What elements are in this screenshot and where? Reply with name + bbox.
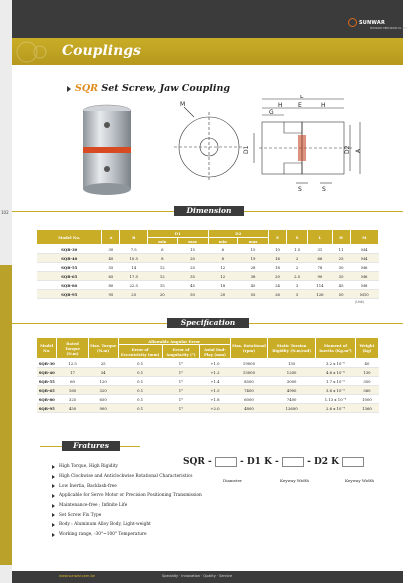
cell-e: 18 — [269, 263, 287, 272]
cell-e: 24 — [269, 281, 287, 290]
cell-l: 78 — [308, 263, 332, 272]
cell-d1max: 15 — [177, 245, 208, 254]
table-row — [37, 245, 379, 254]
feature-item — [52, 491, 202, 501]
features-list — [52, 462, 202, 540]
feature-item — [52, 462, 202, 472]
cell-d2max: 28 — [238, 263, 269, 272]
footer — [12, 571, 403, 583]
label-h1: H — [278, 102, 283, 109]
specification-title: Specification — [167, 318, 249, 328]
cell-a: 95 — [102, 290, 120, 299]
brand-subtitle: SHUNWAY PRECISION CO.,LTD — [369, 26, 408, 30]
cell-axial: +1.4 — [200, 377, 230, 386]
cell-b: 10.5 — [120, 254, 148, 263]
triangle-bullet-icon — [52, 523, 55, 527]
cell-speed: 4800 — [230, 404, 268, 413]
cell-rated: 60 — [57, 377, 88, 386]
cell-speed: 6000 — [230, 395, 268, 404]
cell-model: SQR-30 — [37, 359, 57, 368]
cell-m: M8 — [350, 281, 378, 290]
cell-h: 30 — [332, 263, 350, 272]
cell-inertia: 3.6 x 10⁻⁵ — [315, 386, 355, 395]
cell-model: SQR-65 — [37, 386, 57, 395]
col-eccentricity: Error of Eccentricity (mm) — [118, 345, 162, 359]
cell-speed: 8500 — [230, 377, 268, 386]
cell-weight: 1000 — [355, 395, 378, 404]
cell-weight: 560 — [355, 386, 378, 395]
cell-inertia: 3.2 x 10⁻⁶ — [315, 359, 355, 368]
cell-d1min: 15 — [148, 281, 178, 290]
cell-h: 11 — [332, 245, 350, 254]
table-row — [37, 281, 379, 290]
feature-text: High Torque, High Rigidity — [59, 464, 118, 470]
col-m: M — [350, 230, 378, 245]
cell-stiff: 135 — [268, 359, 316, 368]
col-allowable-error: Allowable Angular Error — [118, 338, 230, 345]
cell-s: 2 — [287, 263, 308, 272]
cell-d2min: 18 — [208, 281, 238, 290]
cell-e: 16 — [269, 254, 287, 263]
cell-b: 25 — [120, 290, 148, 299]
cell-d2min: 8 — [208, 254, 238, 263]
product-photo — [67, 103, 147, 198]
product-code: SQR — [75, 83, 99, 94]
feature-text: Low Inertia, Backlash-free — [59, 483, 117, 489]
cell-d1max: 45 — [177, 281, 208, 290]
cell-weight: 130 — [355, 368, 378, 377]
cell-ecc: 0.1 — [118, 404, 162, 413]
triangle-bullet-icon — [52, 494, 55, 498]
cell-m: M4 — [350, 245, 378, 254]
label-l: L — [300, 95, 304, 100]
col-d1-min: min — [148, 238, 178, 245]
order-d2: D2 — [313, 457, 329, 467]
col-max-torque: Max. Torque (N.m) — [88, 338, 118, 359]
cell-weight: 40 — [355, 359, 378, 368]
table-row — [37, 290, 379, 299]
cell-model: SQR-65 — [37, 272, 102, 281]
cell-rated: 160 — [57, 386, 88, 395]
triangle-bullet-icon — [52, 504, 55, 508]
cell-b: 17.5 — [120, 272, 148, 281]
order-k2: K — [331, 457, 339, 467]
brand-name: SUNWAR — [358, 19, 385, 26]
specification-table — [36, 337, 379, 413]
cell-m: M6 — [350, 263, 378, 272]
cell-d2min: 6 — [208, 245, 238, 254]
cell-model: SQR-95 — [37, 290, 102, 299]
header — [12, 0, 408, 38]
triangle-bullet-icon — [67, 86, 71, 92]
cell-h: 45 — [332, 281, 350, 290]
specification-section-header — [12, 318, 403, 328]
cell-d2min: 12 — [208, 263, 238, 272]
triangle-bullet-icon — [52, 475, 55, 479]
features-title: Fratures — [62, 441, 120, 451]
dimension-table — [36, 229, 379, 299]
order-sep2: - — [307, 457, 311, 467]
table-row — [37, 386, 379, 395]
cell-inertia: 2.6 x 10⁻⁴ — [315, 404, 355, 413]
category-band — [12, 38, 403, 65]
cell-d2max: 55 — [238, 290, 269, 299]
cell-speed: 15000 — [230, 368, 268, 377]
cell-rated: 17 — [57, 368, 88, 377]
cell-e: 10 — [269, 245, 287, 254]
cell-ang: 1° — [162, 395, 200, 404]
cell-stiff: 7400 — [268, 395, 316, 404]
cell-stiff: 12600 — [268, 404, 316, 413]
cell-s: 2 — [287, 254, 308, 263]
cell-e: 20 — [269, 272, 287, 281]
label-a: A — [355, 148, 362, 153]
cell-s: 2.5 — [287, 272, 308, 281]
label-m: M — [180, 101, 186, 108]
table-row — [37, 254, 379, 263]
cell-d2min: 12 — [208, 272, 238, 281]
label-h2: H — [321, 102, 326, 109]
feature-text: High Clockwise and Anticlockwise Rotational Characteristics — [59, 474, 193, 480]
cell-axial: +1.5 — [200, 386, 230, 395]
label-s2: S — [322, 186, 326, 193]
cell-rated: 450 — [57, 404, 88, 413]
cell-max: 900 — [88, 404, 118, 413]
triangle-bullet-icon — [52, 484, 55, 488]
cell-d2max: 15 — [238, 245, 269, 254]
cell-d1max: 25 — [177, 263, 208, 272]
cell-rated: 325 — [57, 395, 88, 404]
cell-ang: 1° — [162, 404, 200, 413]
cell-inertia: 1.13 x 10⁻⁴ — [315, 395, 355, 404]
cell-e: 26 — [269, 290, 287, 299]
label-keyway-width-1: Keyway Width — [280, 478, 309, 483]
cell-d2max: 38 — [238, 272, 269, 281]
feature-text: Maintenance-free ; Infinite Life — [59, 503, 128, 509]
cell-b: 22.5 — [120, 281, 148, 290]
cell-s: 1.5 — [287, 245, 308, 254]
technical-drawing — [174, 95, 374, 195]
cell-model: SQR-40 — [37, 368, 57, 377]
cell-d2max: 45 — [238, 281, 269, 290]
col-e: E — [269, 230, 287, 245]
triangle-bullet-icon — [52, 533, 55, 537]
cell-d1min: 12 — [148, 263, 178, 272]
feature-item — [52, 501, 202, 511]
col-a: A — [102, 230, 120, 245]
cell-max: 34 — [88, 368, 118, 377]
cell-l: 126 — [308, 290, 332, 299]
label-e: E — [298, 102, 302, 109]
cell-inertia: 4.6 x 10⁻⁶ — [315, 368, 355, 377]
col-l: L — [308, 230, 332, 245]
col-d1-max: max — [177, 238, 208, 245]
col-model: Model No. — [37, 338, 57, 359]
logo-mark-icon — [348, 18, 357, 27]
footer-slogan: Specialty · Innovation · Quality · Service — [162, 574, 233, 578]
diameter-box — [215, 457, 237, 467]
label-d1: D1 — [243, 145, 250, 154]
cell-d1max: 35 — [177, 272, 208, 281]
col-inertia: Moment of Inertia (Kg.m²) — [315, 338, 355, 359]
cell-m: M6 — [350, 272, 378, 281]
cell-ecc: 0.1 — [118, 377, 162, 386]
page-number: 102 — [1, 210, 9, 215]
cell-b: 7.5 — [120, 245, 148, 254]
order-k1: K - — [264, 457, 279, 467]
feature-item — [52, 510, 202, 520]
triangle-bullet-icon — [52, 513, 55, 517]
cell-max: 650 — [88, 395, 118, 404]
cell-max: 25 — [88, 359, 118, 368]
cell-rated: 12.5 — [57, 359, 88, 368]
label-g: G — [269, 109, 274, 116]
cell-model: SQR-55 — [37, 377, 57, 386]
cell-h: 35 — [332, 272, 350, 281]
col-model: Model No. — [37, 230, 102, 245]
cell-s: 3 — [287, 290, 308, 299]
cell-model: SQR-95 — [37, 404, 57, 413]
cell-d2min: 20 — [208, 290, 238, 299]
page — [12, 0, 408, 583]
ordering-code — [183, 457, 364, 468]
cell-stiff: 4900 — [268, 386, 316, 395]
order-prefix: SQR - — [183, 457, 212, 467]
table-row — [37, 359, 379, 368]
features-section-header — [12, 441, 162, 451]
cell-axial: +1.8 — [200, 395, 230, 404]
cell-a: 55 — [102, 263, 120, 272]
footer-url[interactable]: www.sunwar.com.tw — [59, 574, 95, 578]
cell-axial: +2.0 — [200, 404, 230, 413]
cell-d1min: 12 — [148, 272, 178, 281]
table-row — [37, 404, 379, 413]
feature-item — [52, 472, 202, 482]
col-axial: Axial End-Play (mm) — [200, 345, 230, 359]
cell-model: SQR-55 — [37, 263, 102, 272]
cell-stiff: 1200 — [268, 368, 316, 377]
product-title — [67, 83, 230, 94]
cell-d1max: 20 — [177, 254, 208, 263]
col-d2: D2 — [208, 230, 269, 238]
cell-d1min: 20 — [148, 290, 178, 299]
cell-d2max: 19 — [238, 254, 269, 263]
cell-h: 50 — [332, 290, 350, 299]
table-row — [37, 263, 379, 272]
cell-weight: 1360 — [355, 404, 378, 413]
cell-ecc: 0.1 — [118, 368, 162, 377]
cell-model: SQR-80 — [37, 281, 102, 290]
keyway-box-1 — [282, 457, 304, 467]
cell-d1max: 50 — [177, 290, 208, 299]
cell-l: 114 — [308, 281, 332, 290]
cell-ang: 1° — [162, 359, 200, 368]
table-row — [37, 377, 379, 386]
order-d1: D1 — [246, 457, 261, 467]
table-row — [37, 395, 379, 404]
cell-axial: +1.2 — [200, 368, 230, 377]
cell-a: 65 — [102, 272, 120, 281]
left-accent-bar — [0, 265, 12, 565]
cell-model: SQR-80 — [37, 395, 57, 404]
col-d2-min: min — [208, 238, 238, 245]
col-s: S — [287, 230, 308, 245]
cell-model: SQR-30 — [37, 245, 102, 254]
triangle-bullet-icon — [52, 465, 55, 469]
cell-m: M10 — [350, 290, 378, 299]
cell-h: 25 — [332, 254, 350, 263]
cell-model: SQR-40 — [37, 254, 102, 263]
cell-stiff: 3000 — [268, 377, 316, 386]
cell-d1min: 8 — [148, 254, 178, 263]
cell-m: M4 — [350, 254, 378, 263]
dimension-section-header — [12, 206, 403, 216]
cell-a: 40 — [102, 254, 120, 263]
label-d2: D2 — [344, 145, 351, 154]
col-weight: Weight (kg) — [355, 338, 378, 359]
feature-item — [52, 530, 202, 540]
col-torsion-rigidity: Static Torsion Rigidity (N.m/rad) — [268, 338, 316, 359]
cell-max: 320 — [88, 386, 118, 395]
col-d1: D1 — [148, 230, 209, 238]
label-diameter: Diameter — [223, 478, 242, 483]
cell-d1min: 6 — [148, 245, 178, 254]
cell-ecc: 0.1 — [118, 395, 162, 404]
cell-ang: 1° — [162, 368, 200, 377]
cell-s: 3 — [287, 281, 308, 290]
cell-ecc: 0.1 — [118, 359, 162, 368]
col-h: H — [332, 230, 350, 245]
col-max-rotational: Max. Rotational (rpm) — [230, 338, 268, 359]
cell-ang: 1° — [162, 386, 200, 395]
cell-a: 30 — [102, 245, 120, 254]
cell-speed: 7400 — [230, 386, 268, 395]
cell-ecc: 0.1 — [118, 386, 162, 395]
category-title: Couplings — [62, 43, 141, 59]
cell-l: 90 — [308, 272, 332, 281]
cell-axial: +1.0 — [200, 359, 230, 368]
col-angularity: Error of Angularity (°) — [162, 345, 200, 359]
cell-weight: 350 — [355, 377, 378, 386]
band-decoration-icon — [12, 38, 62, 65]
cell-max: 120 — [88, 377, 118, 386]
col-rated-torque: Rated Torque (N.m) — [57, 338, 88, 359]
feature-item — [52, 481, 202, 491]
col-b: B — [120, 230, 148, 245]
cell-l: 66 — [308, 254, 332, 263]
cell-speed: 19000 — [230, 359, 268, 368]
feature-text: Body : Aluminum Alloy Body, Light-weight — [59, 522, 151, 528]
col-d2-max: max — [238, 238, 269, 245]
label-s1: S — [298, 186, 302, 193]
dimension-title: Dimension — [174, 206, 244, 216]
cell-a: 80 — [102, 281, 120, 290]
product-name: Set Screw, Jaw Coupling — [101, 83, 231, 94]
table-row — [37, 368, 379, 377]
cell-inertia: 1.7 x 10⁻⁵ — [315, 377, 355, 386]
dimension-unit-note: (Unit) — [355, 300, 364, 304]
feature-item — [52, 520, 202, 530]
feature-text: Set Screw Fix Type — [59, 512, 102, 518]
cell-b: 14 — [120, 263, 148, 272]
keyway-box-2 — [342, 457, 364, 467]
brand-logo — [348, 18, 408, 30]
order-sep1: - — [239, 457, 244, 467]
feature-text: Working range, -30°~100° Temperature — [59, 532, 147, 538]
cell-l: 31 — [308, 245, 332, 254]
cell-ang: 1° — [162, 377, 200, 386]
table-row — [37, 272, 379, 281]
label-keyway-width-2: Keyway Width — [345, 478, 374, 483]
feature-text: Applicable for Servo Motor or Precision Positioning Transmission — [59, 493, 202, 499]
